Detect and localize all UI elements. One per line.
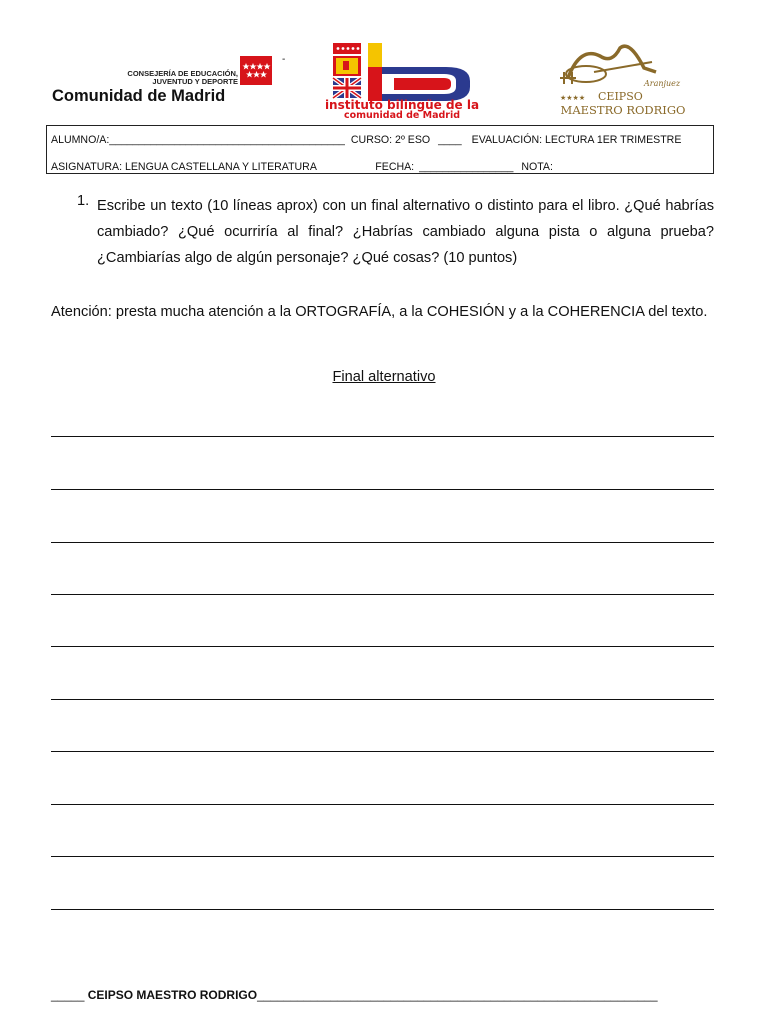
writing-line[interactable] bbox=[51, 909, 714, 910]
footer bbox=[51, 988, 658, 1002]
attention-note: Atención: presta mucha atención a la ORTOGRAFÍA, a la COHESIÓN y a la COHERENCIA del texto. bbox=[51, 304, 708, 320]
fecha-label: FECHA: bbox=[375, 161, 415, 173]
ceipso-name: CEIPSO bbox=[598, 90, 643, 103]
final-title-text: Final alternativo bbox=[332, 369, 436, 385]
info-row-2 bbox=[51, 161, 553, 173]
ceipso-logo bbox=[540, 42, 706, 118]
madrid-flag-icon bbox=[240, 56, 272, 85]
question-number: 1. bbox=[77, 193, 90, 209]
footer-lead: _____ bbox=[51, 988, 85, 1002]
writing-line[interactable] bbox=[51, 856, 714, 857]
writing-line[interactable] bbox=[51, 436, 714, 437]
consejeria-text: CONSEJERÍA DE EDUCACIÓN, JUVENTUD Y DEPORTE bbox=[127, 69, 238, 86]
writing-line[interactable] bbox=[51, 751, 714, 752]
ceipso-script: Aranjuez bbox=[644, 79, 681, 88]
footer-school: CEIPSO MAESTRO RODRIGO bbox=[87, 988, 258, 1002]
final-alternativo-title bbox=[0, 369, 768, 385]
writing-line[interactable] bbox=[51, 699, 714, 700]
ib-line2: comunidad de Madrid bbox=[343, 110, 461, 119]
info-row-1 bbox=[51, 134, 681, 146]
student-info-box bbox=[46, 125, 714, 174]
comunidad-madrid-logo bbox=[52, 54, 286, 110]
writing-line[interactable] bbox=[51, 804, 714, 805]
ceipso-full-name: MAESTRO RODRIGO bbox=[560, 103, 686, 117]
writing-line[interactable] bbox=[51, 542, 714, 543]
nota-label: NOTA: bbox=[521, 161, 553, 173]
writing-line[interactable] bbox=[51, 489, 714, 490]
writing-line[interactable] bbox=[51, 646, 714, 647]
curso-blank: ____ bbox=[438, 134, 462, 146]
asignatura-label: ASIGNATURA: LENGUA CASTELLANA Y LITERATURA bbox=[51, 161, 317, 173]
instituto-bilingue-logo bbox=[296, 43, 508, 119]
evaluacion-label: EVALUACIÓN: LECTURA 1ER TRIMESTRE bbox=[471, 134, 682, 146]
footer-trail: ____________________________________________________________ bbox=[257, 988, 658, 1002]
writing-line[interactable] bbox=[51, 594, 714, 595]
ib-line1: instituto bilingüe de la bbox=[324, 98, 480, 112]
question-text: Escribe un texto (10 líneas aprox) con un final alternativo o distinto para el libro. ¿Qué habrías cambiado? ¿Qué ocurriría al final? ¿Habrías cambiado alguna pista o alguna prueba? ¿Cambiarías algo de algún personaje? ¿Qué cosas? (10 puntos) bbox=[97, 198, 714, 266]
alumno-blank: ________________________________________ bbox=[109, 134, 345, 146]
header-dash: - bbox=[282, 54, 286, 65]
comunidad-name: Comunidad de Madrid bbox=[52, 87, 226, 105]
curso-label: CURSO: 2º ESO bbox=[350, 134, 431, 146]
fecha-blank: ________________ bbox=[419, 161, 514, 173]
ceipso-stars-icon: ★★★★ bbox=[560, 94, 586, 102]
alumno-label: ALUMNO/A: bbox=[51, 134, 110, 146]
